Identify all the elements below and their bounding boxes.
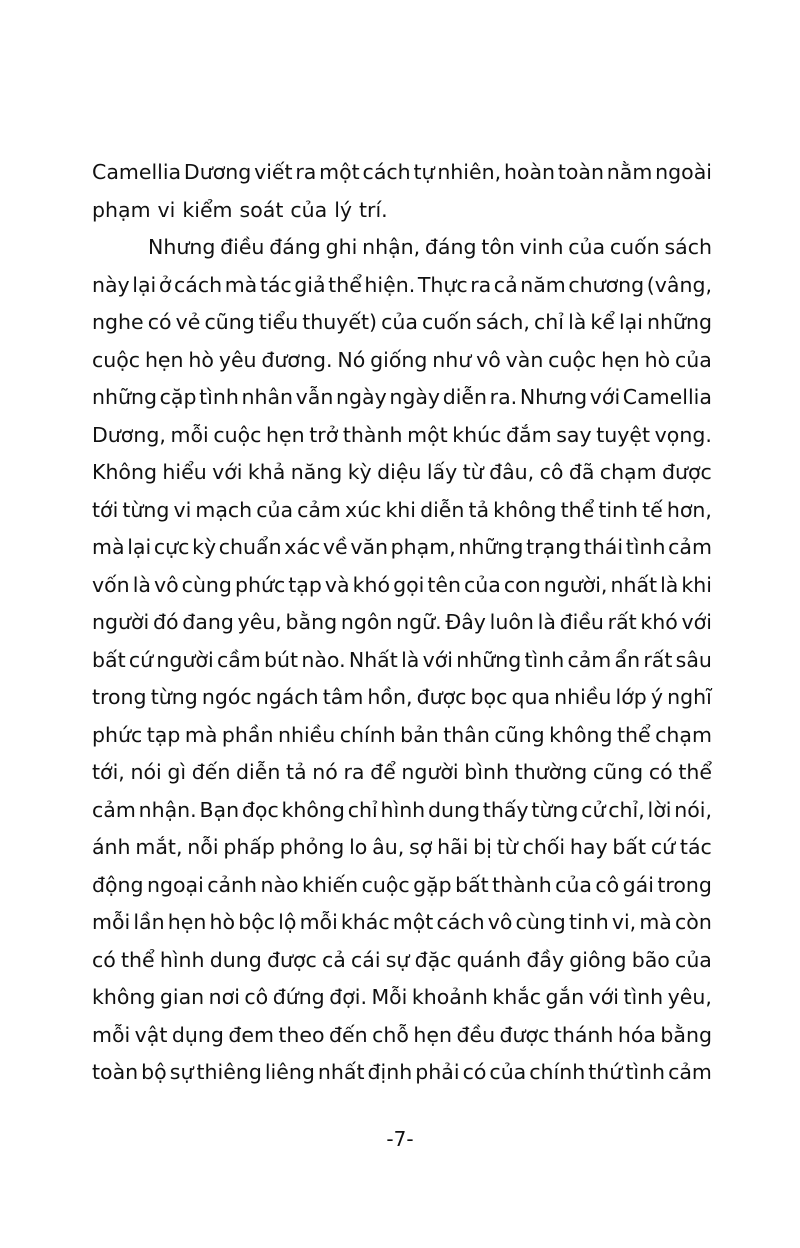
text-line: Không hiểu với khả năng kỳ diệu lấy từ đâu, cô đã chạm được bbox=[92, 460, 712, 484]
text-line: người đó đang yêu, bằng ngôn ngữ. Đây luôn là điều rất khó với bbox=[92, 610, 712, 634]
text-line: có thể hình dung được cả cái sự đặc quánh đầy giông bão của bbox=[92, 947, 712, 972]
text-line: cảm nhận. Bạn đọc không chỉ hình dung thấy từng cử chỉ, lời nói, bbox=[92, 797, 712, 822]
text-line: phạm vi kiểm soát của lý trí. bbox=[92, 197, 388, 222]
text-line: Nhưng điều đáng ghi nhận, đáng tôn vinh của cuốn sách bbox=[148, 235, 712, 259]
text-line: mỗi vật dụng đem theo đến chỗ hẹn đều được thánh hóa bằng bbox=[92, 1022, 712, 1047]
text-line: cuộc hẹn hò yêu đương. Nó giống như vô vàn cuộc hẹn hò của bbox=[92, 347, 712, 372]
text-line: nghe có vẻ cũng tiểu thuyết) của cuốn sách, chỉ là kể lại những bbox=[92, 310, 712, 334]
text-line: mỗi lần hẹn hò bộc lộ mỗi khác một cách vô cùng tinh vi, mà còn bbox=[92, 910, 712, 934]
text-line: tới từng vi mạch của cảm xúc khi diễn tả không thể tinh tế hơn, bbox=[92, 497, 712, 522]
text-line: không gian nơi cô đứng đợi. Mỗi khoảnh khắc gắn với tình yêu, bbox=[92, 985, 712, 1009]
text-line: Dương, mỗi cuộc hẹn trở thành một khúc đắm say tuyệt vọng. bbox=[92, 422, 712, 447]
text-line: toàn bộ sự thiêng liêng nhất định phải có của chính thứ tình cảm bbox=[92, 1060, 712, 1084]
text-line: bất cứ người cầm bút nào. Nhất là với những tình cảm ẩn rất sâu bbox=[92, 647, 712, 672]
text-line: ánh mắt, nỗi phấp phỏng lo âu, sợ hãi bị từ chối hay bất cứ tác bbox=[92, 835, 712, 859]
text-line: vốn là vô cùng phức tạp và khó gọi tên của con người, nhất là khi bbox=[92, 572, 712, 597]
text-line: tới, nói gì đến diễn tả nó ra để người bình thường cũng có thể bbox=[92, 760, 712, 784]
text-line: mà lại cực kỳ chuẩn xác về văn phạm, những trạng thái tình cảm bbox=[92, 535, 712, 559]
text-line: những cặp tình nhân vẫn ngày ngày diễn ra. Nhưng với Camellia bbox=[92, 385, 712, 409]
text-line: trong từng ngóc ngách tâm hồn, được bọc qua nhiều lớp ý nghĩ bbox=[92, 685, 712, 709]
body-text bbox=[92, 154, 712, 1092]
text-line: này lại ở cách mà tác giả thể hiện. Thực ra cả năm chương (vâng, bbox=[92, 272, 712, 297]
page-number: -7- bbox=[386, 1127, 414, 1151]
text-line: phức tạp mà phần nhiều chính bản thân cũng không thể chạm bbox=[92, 722, 712, 747]
text-line: Camellia Dương viết ra một cách tự nhiên, hoàn toàn nằm ngoài bbox=[92, 160, 712, 184]
text-line: động ngoại cảnh nào khiến cuộc gặp bất thành của cô gái trong bbox=[92, 872, 712, 897]
